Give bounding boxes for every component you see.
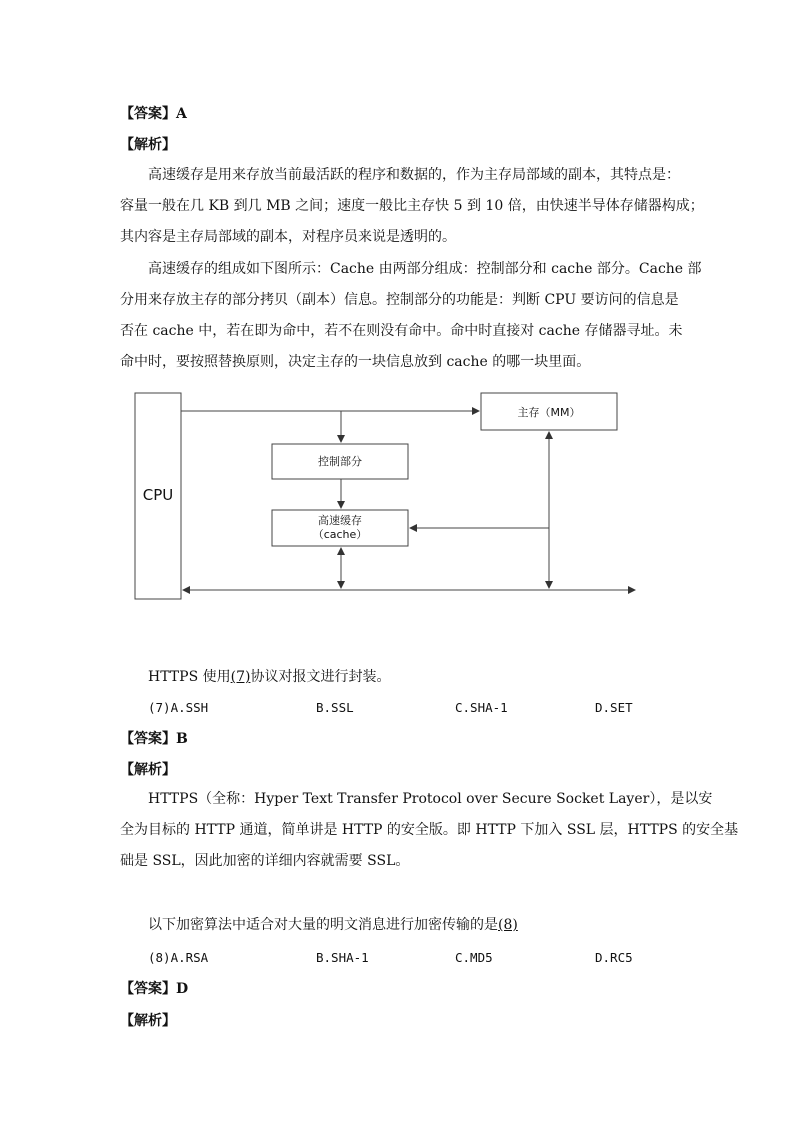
option-d: D.SET <box>595 700 633 715</box>
question-8 <box>148 914 518 934</box>
question-prefix: HTTPS 使用 <box>148 669 231 685</box>
question-7 <box>148 666 390 686</box>
mm-label: 主存（MM） <box>517 406 581 419</box>
option-c: C.MD5 <box>455 950 493 965</box>
option-d: D.RC5 <box>595 950 633 965</box>
paragraph-line: 高速缓存是用来存放当前最活跃的程序和数据的，作为主存局部域的副本，其特点是： <box>148 167 680 183</box>
paragraph-line: 否在 cache 中，若在即为命中，若不在则没有命中。命中时直接对 cache 存储器寻址。未 <box>120 323 683 339</box>
cache-label-line1: 高速缓存 <box>318 514 362 527</box>
analysis-label-8: 【解析】 <box>120 1013 176 1029</box>
analysis-q7 <box>120 784 738 877</box>
answer-label-7: 【答案】B <box>120 731 188 747</box>
question-blank: (8) <box>498 917 518 933</box>
paragraph-line: 其内容是主存局部域的副本，对程序员来说是透明的。 <box>120 229 456 245</box>
paragraph-line: HTTPS（全称：Hyper Text Transfer Protocol over Secure Socket Layer），是以安 <box>148 791 713 807</box>
question-suffix: 协议对报文进行封装。 <box>250 669 391 685</box>
answer-label-1: 【答案】A <box>120 106 187 122</box>
paragraph-line: 础是 SSL，因此加密的详细内容就需要 SSL。 <box>120 853 410 869</box>
analysis-label-1: 【解析】 <box>120 137 176 153</box>
answer-label-8: 【答案】D <box>120 981 189 997</box>
question-text: 以下加密算法中适合对大量的明文消息进行加密传输的是 <box>148 917 498 933</box>
option-a: (7)A.SSH <box>148 700 209 715</box>
paragraph-line: 命中时，要按照替换原则，决定主存的一块信息放到 cache 的哪一块里面。 <box>120 354 591 370</box>
option-a: (8)A.RSA <box>148 950 209 965</box>
paragraph-line: 高速缓存的组成如下图所示：Cache 由两部分组成：控制部分和 cache 部分。Cache 部 <box>148 261 702 277</box>
option-c: C.SHA-1 <box>455 700 508 715</box>
cpu-label: CPU <box>142 486 174 504</box>
option-b: B.SSL <box>316 700 354 715</box>
paragraph-line: 分用来存放主存的部分拷贝（副本）信息。控制部分的功能是：判断 CPU 要访问的信息是 <box>120 292 679 308</box>
option-b: B.SHA-1 <box>316 950 369 965</box>
paragraph-line: 全为目标的 HTTP 通道，简单讲是 HTTP 的安全版。即 HTTP 下加入 SSL 层，HTTPS 的安全基 <box>120 822 739 838</box>
cache-label-line2: （cache） <box>312 528 368 541</box>
analysis-label-7: 【解析】 <box>120 762 176 778</box>
control-label: 控制部分 <box>318 455 362 468</box>
paragraph-line: 容量一般在几 KB 到几 MB 之间；速度一般比主存快 5 到 10 倍，由快速半导体存储器构成； <box>120 198 704 214</box>
question-blank: (7) <box>230 669 251 685</box>
